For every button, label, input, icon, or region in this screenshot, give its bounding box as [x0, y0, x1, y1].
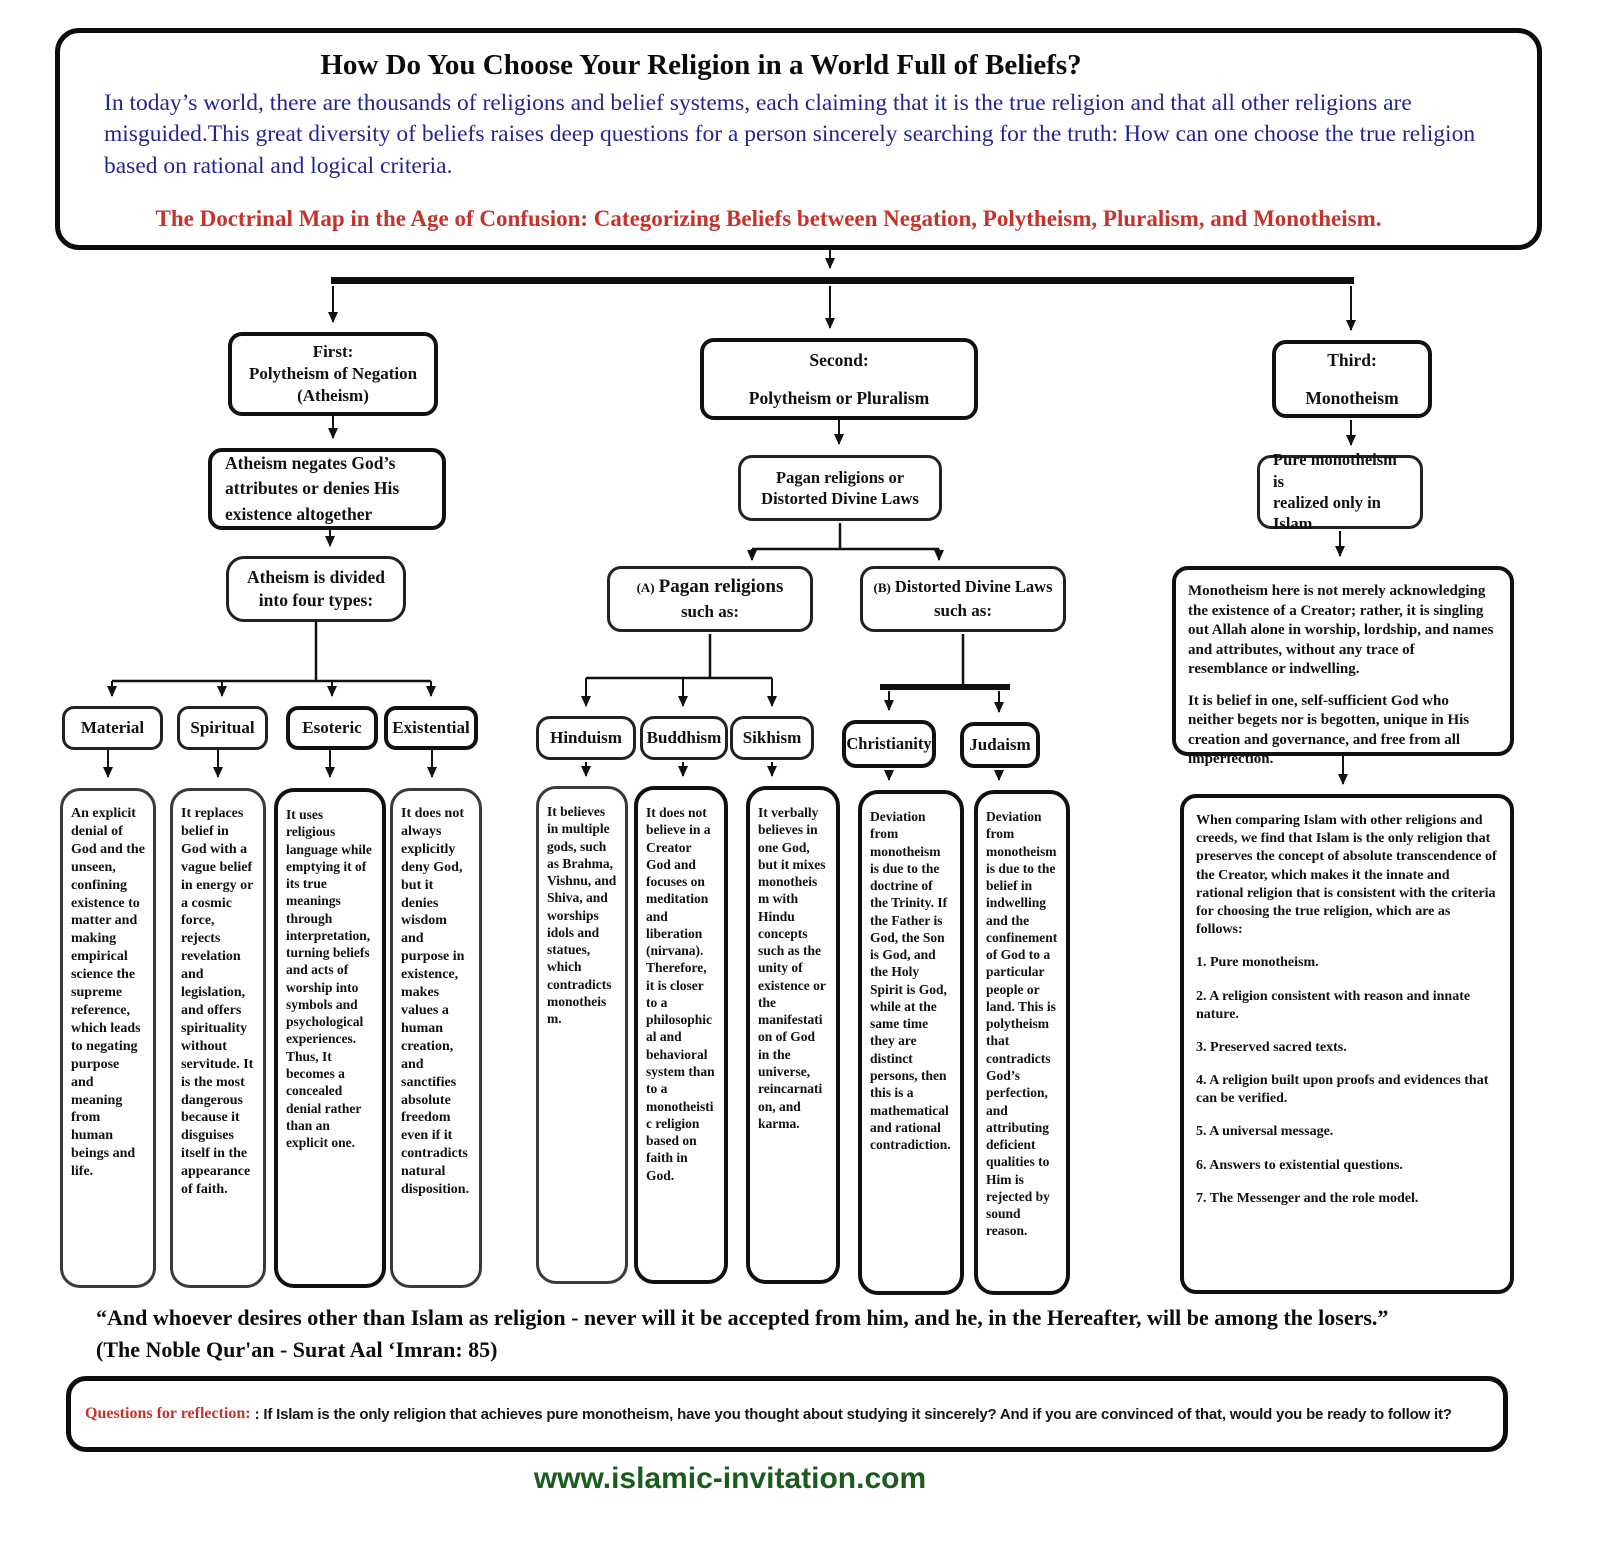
title-panel — [55, 28, 1542, 250]
reflection-label: Questions for reflection: — [85, 1405, 251, 1422]
criterion-2: 2. A religion consistent with reason and innate nature. — [1196, 988, 1471, 1022]
atheism-division-box: Atheism is divided into four types: — [226, 556, 406, 622]
quran-quote — [96, 1302, 1556, 1366]
website-url: www.islamic-invitation.com — [533, 1462, 927, 1495]
islam-comparison-box: When comparing Islam with other religions and creeds, we find that Islam is the only religion that preserves the concept of absolute transcendence of the Creator, which makes it the innate and rational religion that is consistent with the criteria for choosing the true religion, which are as follows: 1. Pure monotheism. 2. A religion consistent with reason and innate nature. 3. Preserved sacred texts. 4. A religion built upon proofs and evidences that can be verified. 5. A universal message. 6. Answers to existential questions. 7. The Messenger and the role model. — [1180, 794, 1514, 1294]
criterion-3: 3. Preserved sacred texts. — [1196, 1039, 1347, 1055]
type-existential-box: Existential — [384, 706, 478, 750]
criterion-7: 7. The Messenger and the role model. — [1196, 1190, 1419, 1206]
page-title: How Do You Choose Your Religion in a World Full of Beliefs? — [320, 49, 1082, 81]
group-a-pagan-box: (A) Pagan religions such as: — [607, 566, 813, 632]
branch-second-header-box: Second: Polytheism or Pluralism — [700, 338, 978, 420]
monotheism-explanation-box: Monotheism here is not merely acknowledging the existence of a Creator; rather, it is singling out Allah alone in worship, lordship, and names and attributes, without any trace of resemblance or indwelling. It is belief in one, self-sufficient God who neither begets nor is begotten, unique in His creation and governance, and free from all imperfection. — [1172, 566, 1514, 756]
branch-first-header-box: First: Polytheism of Negation (Atheism) — [228, 332, 438, 416]
religion-hinduism-description: It believes in multiple gods, such as Brahma, Vishnu, and Shiva, and worships idols and statues, which contradicts monotheism. — [536, 786, 628, 1284]
type-spiritual-description: It replaces belief in God with a vague belief in energy or a cosmic force, rejects revelation and legislation, and offers spirituality without servitude. It is the most dangerous because it disguises itself in the appearance of faith. — [170, 788, 266, 1288]
criterion-1: 1. Pure monotheism. — [1196, 955, 1319, 971]
religion-buddhism-description: It does not believe in a Creator God and focuses on meditation and liberation (nirvana). Therefore, it is closer to a philosophical and behavioral system than to a monotheistic religion based on faith in God. — [634, 786, 728, 1284]
religion-christianity-box: Christianity — [842, 720, 936, 768]
atheism-definition-box: Atheism negates God’s attributes or denies His existence altogether — [208, 448, 446, 530]
type-esoteric-box: Esoteric — [286, 706, 378, 750]
intro-paragraph: In today’s world, there are thousands of religions and belief systems, each claiming that it is the true religion and that all other religions are misguided.This great diversity of beliefs raises deep questions for a person sincerely searching for the truth: How can one choose the true religion based on rational and logical criteria. — [104, 90, 1476, 179]
group-b-distorted-box: (B) Distorted Divine Laws such as: — [860, 566, 1066, 632]
religion-hinduism-box: Hinduism — [536, 716, 636, 760]
criterion-5: 5. A universal message. — [1196, 1124, 1334, 1140]
type-esoteric-description: It uses religious language while emptying it of its true meanings through interpretation, turning beliefs and acts of worship into symbols and psychological experiences. Thus, It becomes a concealed denial rather than an explicit one. — [274, 788, 386, 1288]
type-spiritual-box: Spiritual — [177, 706, 268, 750]
religion-buddhism-box: Buddhism — [640, 716, 728, 760]
criterion-4: 4. A religion built upon proofs and evidences that can be verified. — [1196, 1073, 1489, 1107]
reflection-box — [66, 1376, 1508, 1452]
religion-judaism-box: Judaism — [960, 722, 1040, 768]
pagan-or-distorted-box: Pagan religions or Distorted Divine Laws — [738, 455, 942, 521]
group-a-prefix: (A) — [636, 579, 655, 595]
reflection-question: : If Islam is the only religion that achieves pure monotheism, have you thought about studying it sincerely? And if you are convinced of that, would you be ready to follow it? — [254, 1405, 1452, 1423]
type-existential-description: It does not always explicitly deny God, but it denies wisdom and purpose in existence, makes values a human creation, and sanctifies absolute freedom even if it contradicts natural disposition. — [390, 788, 482, 1288]
doctrinal-map-subtitle: The Doctrinal Map in the Age of Confusion: Categorizing Beliefs between Negation, Polytheism, Pluralism, and Monotheism. — [155, 205, 1382, 231]
type-material-box: Material — [62, 706, 163, 750]
group-b-prefix: (B) — [873, 579, 891, 595]
religion-sikhism-description: It verbally believes in one God, but it mixes monotheism with Hindu concepts such as the unity of existence or the manifestation of God in the universe, reincarnation, and karma. — [746, 786, 840, 1284]
quote-source: (The Noble Qur'an - Surat Aal ‘Imran: 85) — [96, 1336, 498, 1362]
type-material-description: An explicit denial of God and the unseen, confining existence to matter and making empirical science the supreme reference, which leads to negating purpose and meaning from human beings and life. — [60, 788, 156, 1288]
religion-christianity-description: Deviation from monotheism is due to the doctrine of the Trinity. If the Father is God, the Son is God, and the Holy Spirit is God, while at the same time they are distinct persons, then this is a mathematical and rational contradiction. — [858, 790, 964, 1295]
branch-third-header-box: Third: Monotheism — [1272, 340, 1432, 418]
criterion-6: 6. Answers to existential questions. — [1196, 1157, 1403, 1173]
quote-text: “And whoever desires other than Islam as religion - never will it be accepted from him, and he, in the Hereafter, will be among the losers.” — [96, 1305, 1389, 1330]
religion-judaism-description: Deviation from monotheism is due to the belief in indwelling and the confinement of God to a particular people or land. This is polytheism that contradicts God’s perfection, and attributing deficient qualities to Him is rejected by sound reason. — [974, 790, 1070, 1295]
religion-sikhism-box: Sikhism — [730, 716, 814, 760]
pure-monotheism-box: Pure monotheism is realized only in Islam — [1257, 455, 1423, 529]
